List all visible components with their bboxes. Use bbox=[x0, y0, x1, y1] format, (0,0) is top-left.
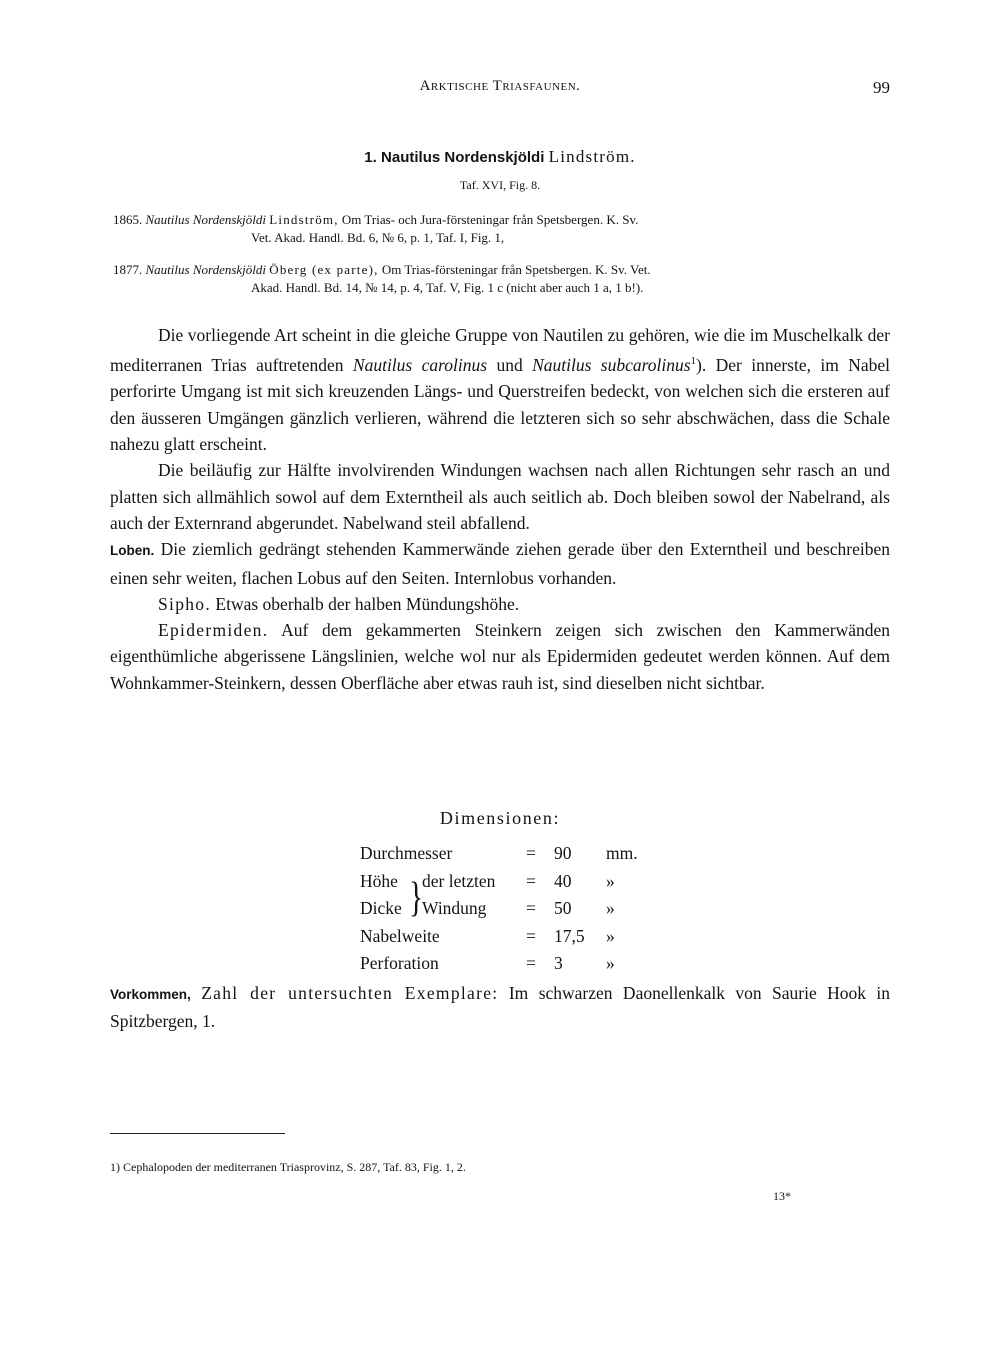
dimensions-heading: Dimensionen: bbox=[439, 808, 561, 828]
section-label-epidermiden: Epidermiden. bbox=[158, 620, 269, 641]
dimension-equals: = bbox=[526, 953, 536, 973]
dimension-equals: = bbox=[526, 843, 536, 863]
dimension-row bbox=[360, 926, 660, 954]
species-number: 1. bbox=[364, 149, 377, 166]
dimension-sublabel: Windung bbox=[422, 898, 487, 918]
paragraph-text: ). Der innerste, im Nabel perforirte Umgang ist mit sich kreuzenden Längs- und Querstreifen bedeckt, von welchen sich die ersteren auf den äusseren Umgängen gänzlich verlieren, während die letzteren sich so sehr abschwächen, dass die Schale nahezu glatt erscheint. bbox=[110, 355, 890, 455]
synonymy-taxon: Nautilus Nordenskjöldi bbox=[145, 212, 266, 227]
paragraph-text: Die vorliegende Art scheint in die gleiche Gruppe von Nautilen zu gehören, wie die im Muschelkalk der mediterranen Trias auftretenden bbox=[110, 325, 890, 376]
dimension-value: 17,5 bbox=[554, 925, 585, 946]
dimension-equals: = bbox=[526, 898, 536, 918]
dimension-unit: » bbox=[606, 898, 615, 918]
dimension-row bbox=[360, 871, 660, 899]
paragraph-text: Auf dem gekammerten Steinkern zeigen sich zwischen den Kammerwänden eigenthümliche abgerissene Längslinien, welche wol nur als Epidermiden gedeutet werden können. Auf dem Wohnkammer-Steinkern, dessen Oberfläche aber etwas rauh ist, sind dieselben nicht sichtbar. bbox=[110, 620, 890, 693]
synonymy-author: Lindström, bbox=[269, 212, 339, 227]
species-author: Lindström. bbox=[548, 147, 636, 166]
signature-mark: 13* bbox=[773, 1189, 791, 1203]
dimension-value: 90 bbox=[554, 843, 572, 863]
dimension-row bbox=[360, 898, 660, 926]
paragraph-text: Im schwarzen Daonellenkalk von Saurie Hook in Spitzbergen, 1. bbox=[110, 983, 891, 1032]
paragraph-shell bbox=[110, 322, 890, 457]
synonymy-citation: Om Trias- och Jura-försteningar från Spetsbergen. K. Sv. bbox=[341, 212, 639, 227]
dimension-label: Durchmesser bbox=[360, 843, 453, 863]
dimension-value: 40 bbox=[554, 870, 572, 891]
dimension-unit: mm. bbox=[606, 843, 638, 863]
dimension-value: 50 bbox=[554, 898, 572, 918]
species-name: Nautilus Nordenskjöldi bbox=[381, 149, 545, 166]
brace-symbol: } bbox=[409, 875, 424, 921]
synonymy-citation-cont: Akad. Handl. Bd. 14, № 14, p. 4, Taf. V, Fig. 1 c (nicht aber auch 1 a, 1 b!). bbox=[251, 280, 644, 295]
synonymy-year: 1877. bbox=[113, 262, 143, 277]
paragraph-epidermiden bbox=[110, 617, 890, 696]
dimension-sublabel: der letzten bbox=[422, 870, 496, 891]
synonymy-year: 1865. bbox=[113, 212, 143, 227]
synonymy-entry bbox=[113, 211, 893, 247]
dimension-label: Nabelweite bbox=[360, 925, 440, 946]
page-number: 99 bbox=[873, 78, 890, 97]
dimension-unit: » bbox=[606, 870, 615, 891]
synonymy-citation-cont: Vet. Akad. Handl. Bd. 6, № 6, p. 1, Taf. I, Fig. 1, bbox=[251, 230, 505, 245]
dimension-label: Perforation bbox=[360, 953, 439, 973]
running-title: Arktische Triasfaunen. bbox=[419, 78, 581, 94]
dimension-equals: = bbox=[526, 870, 536, 891]
dimension-label: Dicke bbox=[360, 898, 402, 918]
dimension-label: Höhe bbox=[360, 870, 398, 891]
taxon-name: Nautilus carolinus bbox=[352, 355, 488, 376]
footnote-marker: 1 bbox=[690, 355, 697, 368]
paragraph-text: Etwas oberhalb der halben Mündungshöhe. bbox=[215, 593, 520, 614]
footnote: 1) Cephalopoden der mediterranen Triasprovinz, S. 287, Taf. 83, Fig. 1, 2. bbox=[110, 1160, 466, 1174]
dimension-unit: » bbox=[606, 925, 615, 946]
section-label-sipho: Sipho. bbox=[158, 593, 212, 614]
running-head bbox=[110, 78, 890, 102]
paragraph-loben bbox=[110, 536, 890, 591]
paragraph-text: und bbox=[496, 355, 523, 376]
plate-reference: Taf. XVI, Fig. 8. bbox=[459, 178, 541, 192]
footnote-divider bbox=[110, 1133, 285, 1134]
paragraph-text: Die ziemlich gedrängt stehenden Kammerwände ziehen gerade über den Externtheil und beschreiben einen sehr weiten, flachen Lobus auf den Seiten. Internlobus vorhanden. bbox=[110, 539, 890, 588]
paragraph-vorkommen bbox=[110, 980, 890, 1035]
occurrence-text bbox=[110, 980, 890, 1035]
synonymy-taxon: Nautilus Nordenskjöldi bbox=[145, 262, 266, 277]
dimension-equals: = bbox=[526, 925, 536, 946]
taxon-name: Nautilus subcarolinus bbox=[532, 355, 691, 376]
paragraph-sipho bbox=[110, 591, 890, 617]
description-text bbox=[110, 322, 890, 696]
synonymy-author: Öberg (ex parte), bbox=[269, 262, 379, 277]
dimension-row bbox=[360, 843, 660, 871]
species-heading bbox=[0, 147, 1000, 167]
section-label-vorkommen: Vorkommen, bbox=[110, 987, 191, 1002]
section-label-zahl: Zahl der untersuchten Exemplare: bbox=[201, 983, 499, 1003]
dimension-value: 3 bbox=[554, 953, 563, 973]
section-label-loben: Loben. bbox=[110, 543, 155, 559]
dimension-row bbox=[360, 953, 660, 981]
dimension-unit: » bbox=[606, 953, 615, 973]
paragraph-windungen: Die beiläufig zur Hälfte involvirenden Windungen wachsen nach allen Richtungen sehr rasch an und platten sich allmählich sowol auf dem Externtheil als auch seitlich ab. Doch bleiben sowol der Nabelrand, als auch der Externrand abgerundet. Nabelwand steil abfallend. bbox=[110, 460, 890, 533]
synonymy-citation: Om Trias-försteningar från Spetsbergen. K. Sv. Vet. bbox=[381, 262, 651, 277]
synonymy-entry bbox=[113, 261, 893, 297]
dimensions-table bbox=[360, 843, 660, 981]
